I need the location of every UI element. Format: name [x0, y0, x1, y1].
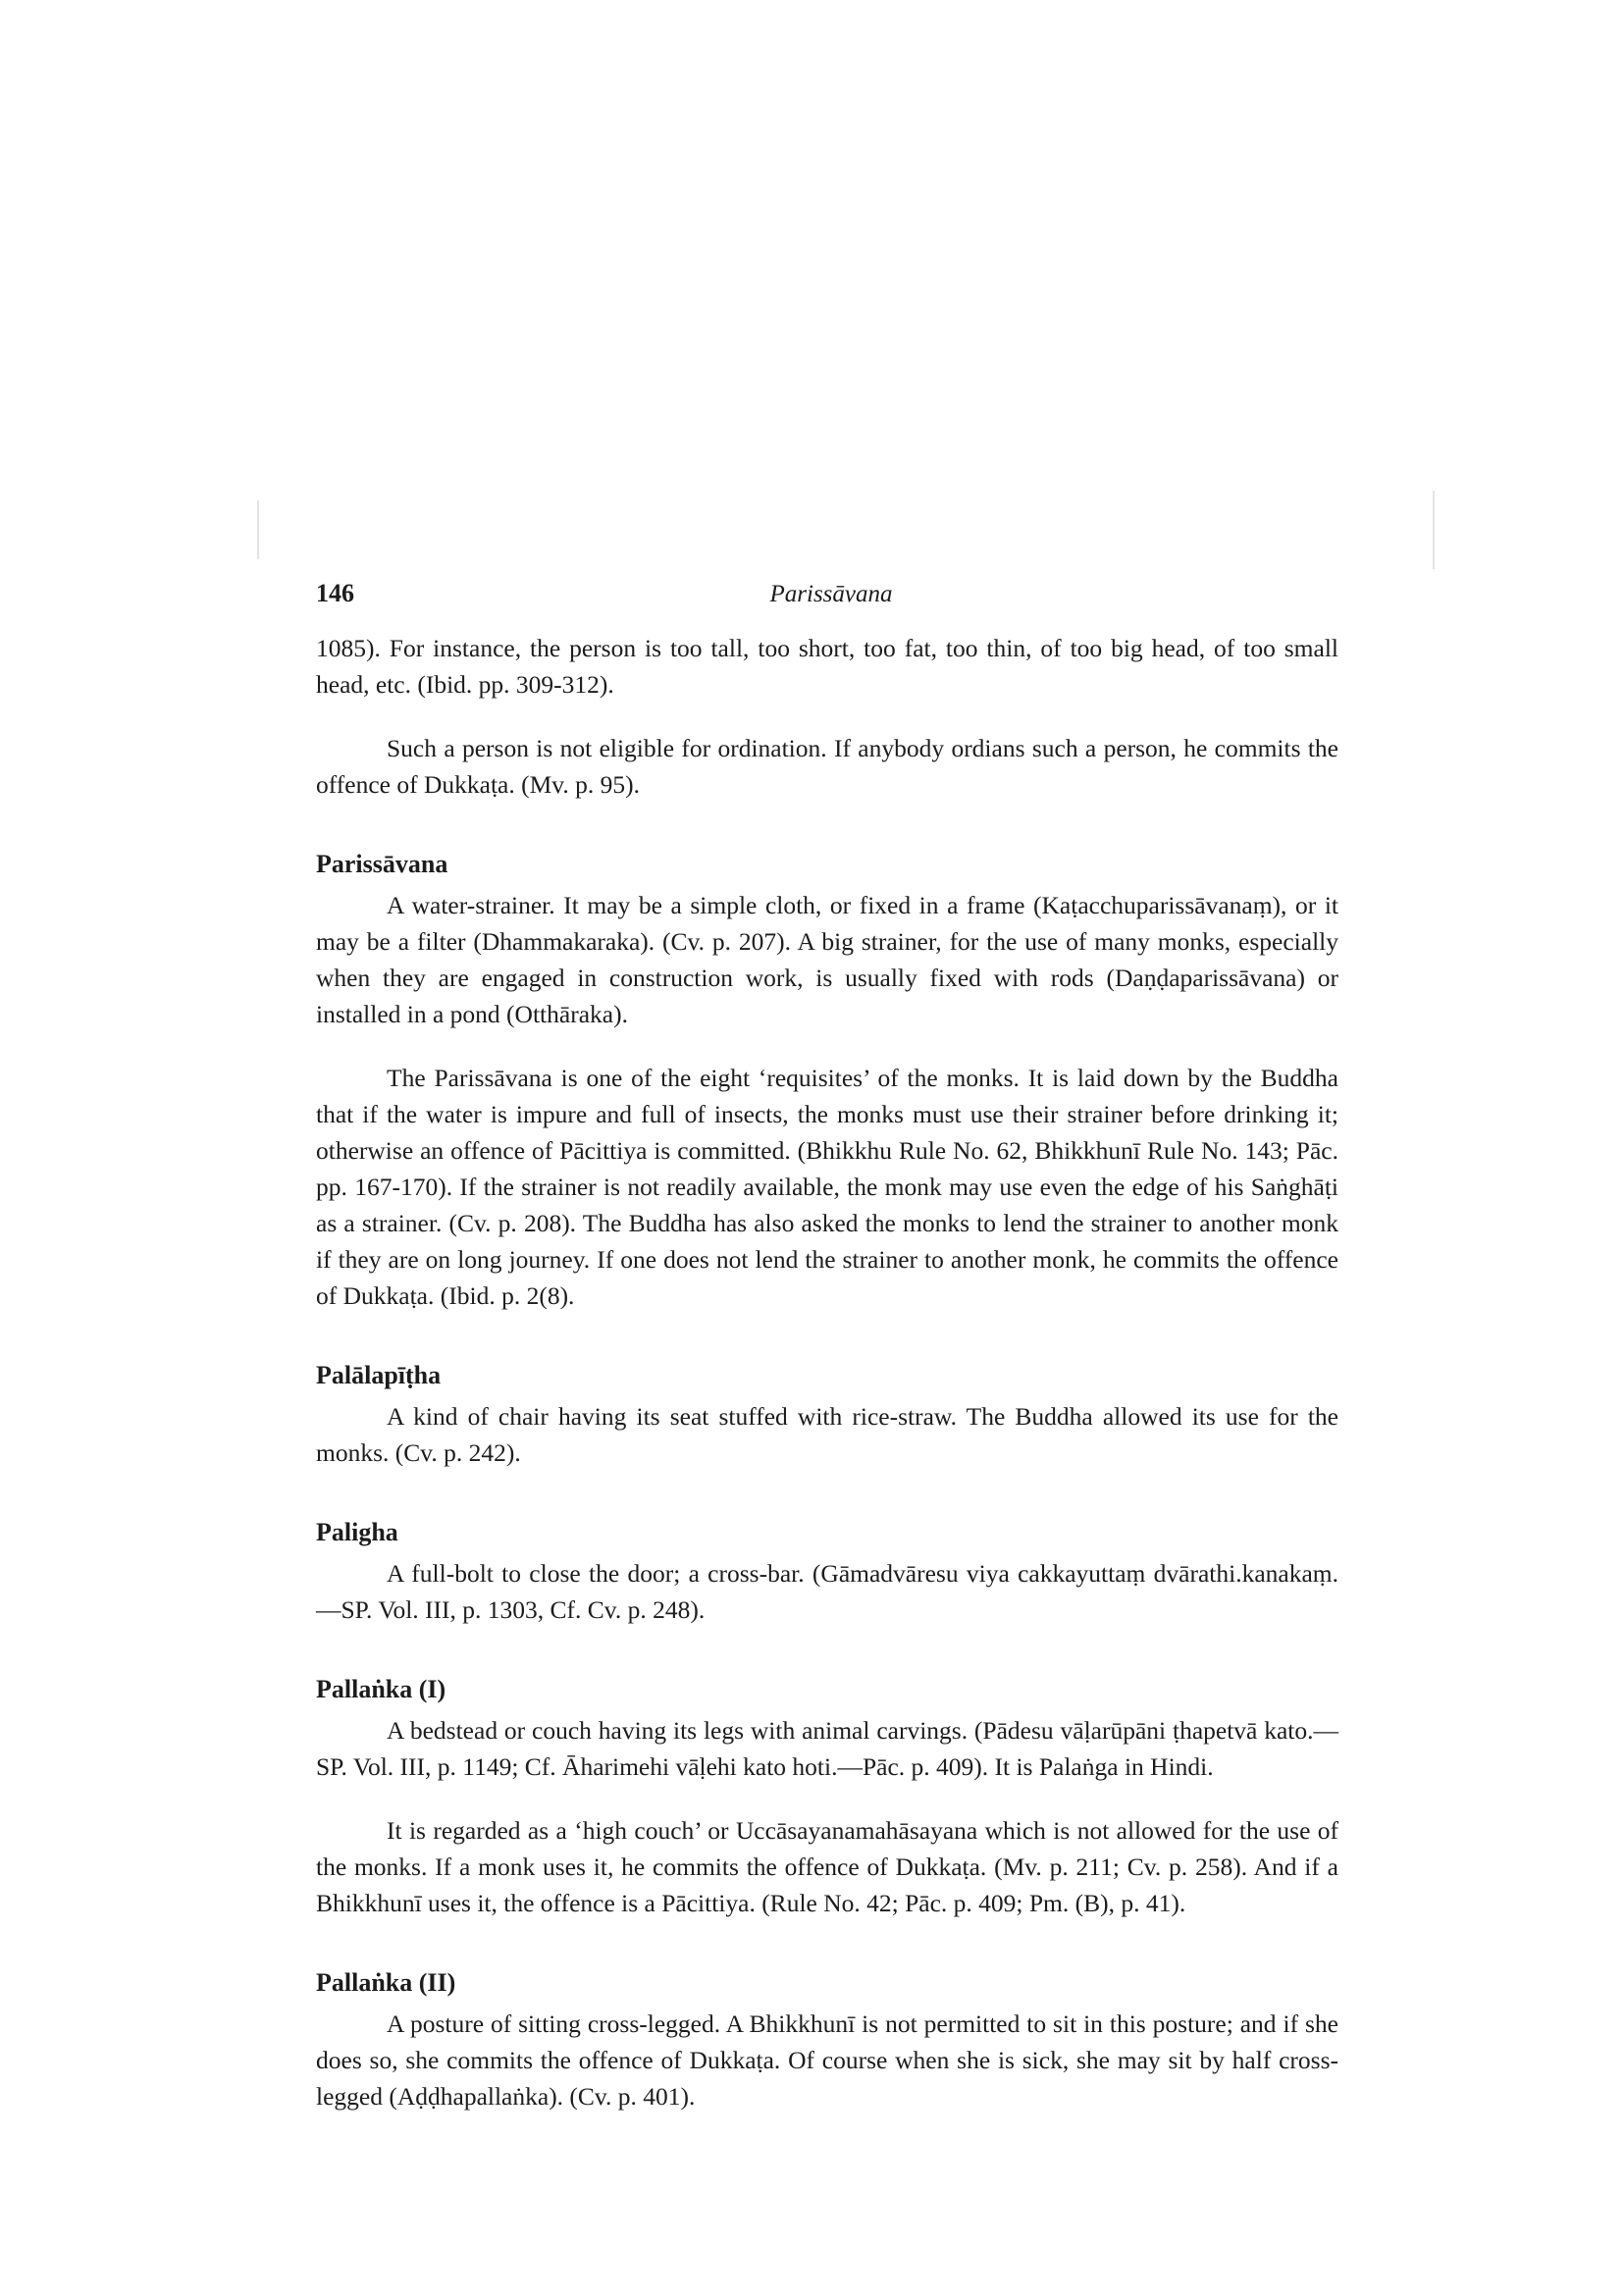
- running-head: Parissāvana: [769, 581, 893, 607]
- page-header: [316, 579, 1346, 618]
- entry-heading: Pallaṅka (II): [316, 1968, 456, 1997]
- entry-parissavana: [316, 846, 1338, 1314]
- entry-heading: Paligha: [316, 1518, 398, 1546]
- entry-palalapitha: [316, 1357, 1338, 1471]
- entry-paragraph: It is regarded as a ‘high couch’ or Uccāsayanamahāsayana which is not allowed for the use of the monks. If a monk uses it, he commits the offence of Dukkaṭa. (Mv. p. 211; Cv. p. 258). And if a Bhikkhunī uses it, the offence is a Pācittiya. (Rule No. 42; Pāc. p. 409; Pm. (B), p. 41).: [316, 1816, 1338, 1917]
- page-body: [316, 630, 1338, 2114]
- entry-paragraph: A kind of chair having its seat stuffed with rice-straw. The Buddha allowed its use for the monks. (Cv. p. 242).: [316, 1402, 1338, 1467]
- scan-edge-mark-right: [1433, 491, 1435, 569]
- intro-paragraph-continuation: 1085). For instance, the person is too tall, too short, too fat, too thin, of too big head, of too small head, etc. (Ibid. pp. 309-312).: [316, 634, 1338, 699]
- entry-heading: Palālapīṭha: [316, 1361, 442, 1389]
- entry-paragraph: A water-strainer. It may be a simple cloth, or fixed in a frame (Kaṭacchuparissāvanaṃ), or it may be a filter (Dhammakaraka). (Cv. p. 207). A big strainer, for the use of many monks, especially when they are engaged in construction work, is usually fixed with rods (Daṇḍaparissāvana) or installed in a pond (Otthāraka).: [316, 891, 1338, 1028]
- entry-paligha: [316, 1514, 1338, 1628]
- entry-pallanka-2: [316, 1964, 1338, 2114]
- entry-pallanka-1: [316, 1671, 1338, 1921]
- entry-paragraph: The Parissāvana is one of the eight ‘requisites’ of the monks. It is laid down by the Buddha that if the water is impure and full of insects, the monks must use their strainer before drinking it; otherwise an offence of Pācittiya is committed. (Bhikkhu Rule No. 62, Bhikkhunī Rule No. 143; Pāc. pp. 167-170). If the strainer is not readily available, the monk may use even the edge of his Saṅghāṭi as a strainer. (Cv. p. 208). The Buddha has also asked the monks to lend the strainer to another monk if they are on long journey. If one does not lend the strainer to another monk, he commits the offence of Dukkaṭa. (Ibid. p. 2(8).: [316, 1064, 1338, 1310]
- entry-heading: Parissāvana: [316, 850, 448, 878]
- entry-paragraph: A bedstead or couch having its legs with animal carvings. (Pādesu vāḷarūpāni ṭhapetvā kato.—SP. Vol. III, p. 1149; Cf. Āharimehi vāḷehi kato hoti.—Pāc. p. 409). It is Palaṅga in Hindi.: [316, 1716, 1338, 1781]
- page-number: 146: [316, 579, 354, 607]
- entry-heading: Pallaṅka (I): [316, 1675, 446, 1703]
- intro-paragraph-eligibility: Such a person is not eligible for ordination. If anybody ordians such a person, he commits the offence of Dukkaṭa. (Mv. p. 95).: [316, 734, 1338, 799]
- entry-paragraph: A full-bolt to close the door; a cross-bar. (Gāmadvāresu viya cakkayuttaṃ dvārathi.kanakaṃ.—SP. Vol. III, p. 1303, Cf. Cv. p. 248).: [316, 1559, 1338, 1624]
- entry-paragraph: A posture of sitting cross-legged. A Bhikkhunī is not permitted to sit in this posture; and if she does so, she commits the offence of Dukkaṭa. Of course when she is sick, she may sit by half cross-legged (Aḍḍhapallaṅka). (Cv. p. 401).: [316, 2009, 1338, 2111]
- scan-edge-mark-left: [257, 500, 259, 559]
